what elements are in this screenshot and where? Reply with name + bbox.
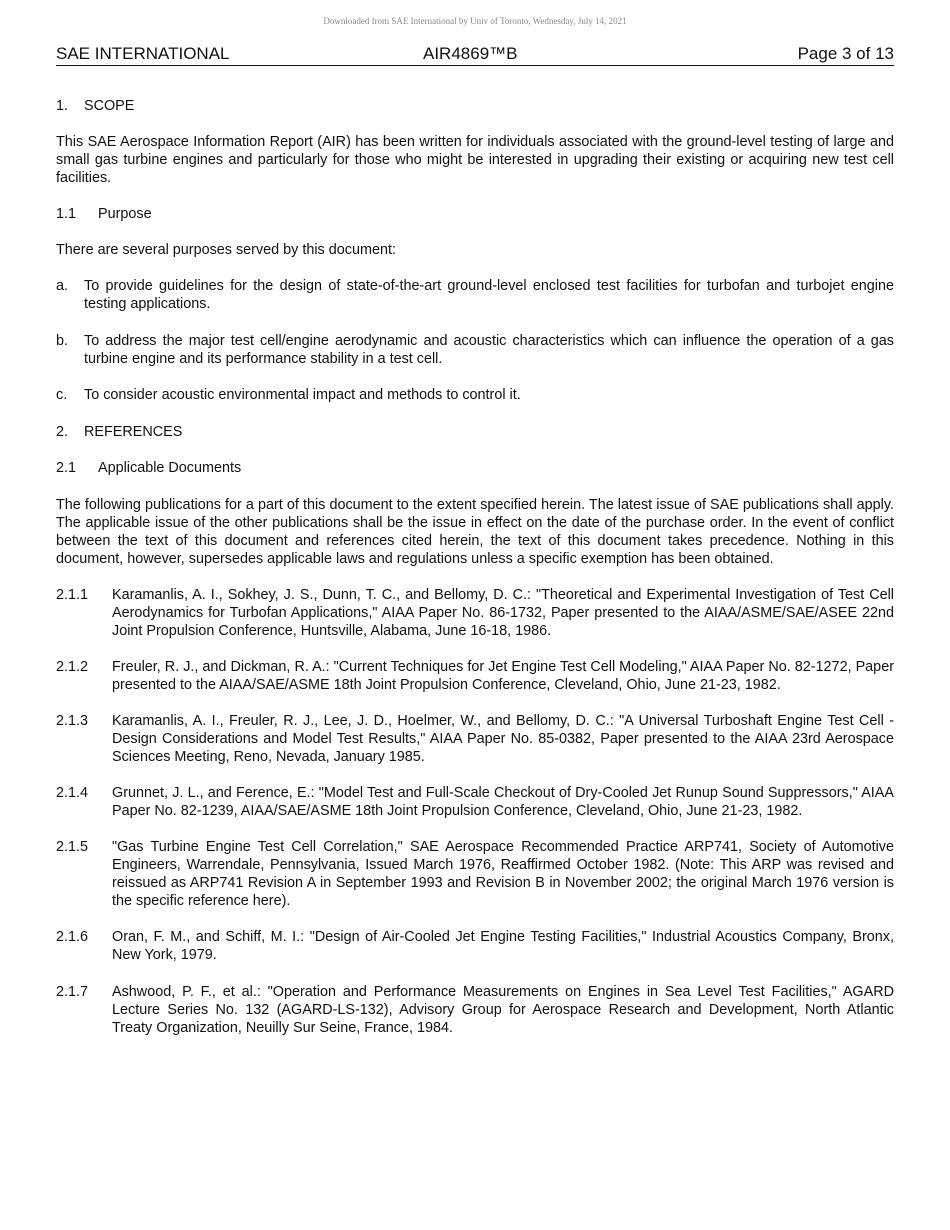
list-marker: a. — [56, 278, 69, 294]
reference-item — [56, 983, 894, 1037]
reference-number: 2.1.1 — [56, 587, 89, 603]
reference-text: Freuler, R. J., and Dickman, R. A.: "Current Techniques for Jet Engine Test Cell Modeling," AIAA Paper No. 82-1272, Paper presented to the AIAA/SAE/ASME 18th Joint Propulsion Conference, Cleveland, Ohio, June 21-23, 1982. — [112, 659, 894, 693]
list-marker: c. — [56, 387, 68, 403]
reference-number: 2.1.6 — [56, 929, 89, 945]
reference-item — [56, 658, 894, 694]
list-marker: b. — [56, 333, 69, 349]
reference-number: 2.1.3 — [56, 713, 89, 729]
reference-item — [56, 712, 894, 766]
header-page-number: Page 3 of 13 — [797, 44, 894, 63]
reference-number: 2.1.7 — [56, 984, 89, 1000]
applicable-documents-paragraph: The following publications for a part of this document to the extent specified herein. The latest issue of SAE publications shall apply. The applicable issue of the other publications shall be the issue in effect on the date of the purchase order. In the event of conflict between the text of this document and references cited herein, the text of this document takes precedence. Nothing in this document, however, supersedes applicable laws and regulations unless a specific exemption has been obtained. — [56, 497, 894, 567]
reference-number: 2.1.5 — [56, 839, 89, 855]
reference-text: Karamanlis, A. I., Freuler, R. J., Lee, J. D., Hoelmer, W., and Bellomy, D. C.: "A Universal Turboshaft Engine Test Cell - Design Considerations and Model Test Results," AIAA Paper No. 85-0382, Paper presented to the AIAA 23rd Aerospace Sciences Meeting, Reno, Nevada, January 1985. — [112, 713, 894, 765]
section-1-heading — [56, 97, 894, 115]
section-number: 2. — [56, 424, 69, 440]
reference-item — [56, 586, 894, 640]
section-number: 2.1 — [56, 460, 77, 476]
list-text: To provide guidelines for the design of state-of-the-art ground-level enclosed test facilities for turbofan and turbojet engine testing applications. — [84, 278, 894, 312]
header-organization: SAE INTERNATIONAL — [56, 44, 230, 63]
section-number: 1. — [56, 98, 69, 114]
section-2-heading — [56, 423, 894, 441]
reference-item — [56, 838, 894, 910]
page-header — [56, 44, 894, 66]
download-watermark: Downloaded from SAE International by Univ of Toronto, Wednesday, July 14, 2021 — [323, 16, 627, 26]
reference-text: Ashwood, P. F., et al.: "Operation and Performance Measurements on Engines in Sea Level Test Facilities," AGARD Lecture Series No. 132 (AGARD-LS-132), Advisory Group for Aerospace Research and Development, North Atlantic Treaty Organization, Neuilly Sur Seine, France, 1984. — [112, 984, 894, 1036]
list-item — [56, 332, 894, 368]
reference-number: 2.1.4 — [56, 785, 89, 801]
scope-paragraph: This SAE Aerospace Information Report (AIR) has been written for individuals associated with the ground-level testing of large and small gas turbine engines and particularly for those who might be interested in upgrading their existing or acquiring new test cell facilities. — [56, 134, 894, 186]
reference-text: Grunnet, J. L., and Ference, E.: "Model Test and Full-Scale Checkout of Dry-Cooled Jet Runup Sound Suppressors," AIAA Paper No. 82-1239, AIAA/SAE/ASME 18th Joint Propulsion Conference, Cleveland, Ohio, June 21-23, 1982. — [112, 785, 894, 819]
section-1-1-heading — [56, 205, 894, 223]
list-text: To consider acoustic environmental impact and methods to control it. — [84, 387, 521, 403]
purpose-intro: There are several purposes served by this document: — [56, 242, 396, 258]
section-title: Purpose — [98, 206, 152, 222]
section-2-1-heading — [56, 459, 894, 477]
list-text: To address the major test cell/engine aerodynamic and acoustic characteristics which can influence the operation of a gas turbine engine and its performance stability in a test cell. — [84, 333, 894, 367]
header-document-number: AIR4869™B — [423, 44, 518, 63]
reference-item — [56, 928, 894, 964]
list-item — [56, 277, 894, 313]
reference-text: Karamanlis, A. I., Sokhey, J. S., Dunn, T. C., and Bellomy, D. C.: "Theoretical and Experimental Investigation of Test Cell Aerodynamics for Turbofan Applications," AIAA Paper No. 86-1732, Paper presented to the AIAA/ASME/SAE/ASEE 22nd Joint Propulsion Conference, Huntsville, Alabama, June 16-18, 1986. — [112, 587, 894, 639]
section-title: SCOPE — [84, 98, 135, 114]
section-number: 1.1 — [56, 206, 77, 222]
document-body — [56, 97, 894, 1037]
section-title: REFERENCES — [84, 424, 183, 440]
section-title: Applicable Documents — [98, 460, 242, 476]
reference-item — [56, 784, 894, 820]
reference-number: 2.1.2 — [56, 659, 89, 675]
reference-text: "Gas Turbine Engine Test Cell Correlation," SAE Aerospace Recommended Practice ARP741, Society of Automotive Engineers, Warrendale, Pennsylvania, Issued March 1976, Reaffirmed October 1982. (Note: This ARP was revised and reissued as ARP741 Revision A in September 1993 and Revision B in November 2002; the original March 1976 version is the specific reference here). — [112, 839, 894, 909]
reference-text: Oran, F. M., and Schiff, M. I.: "Design of Air-Cooled Jet Engine Testing Facilities," Industrial Acoustics Company, Bronx, New York, 1979. — [112, 929, 894, 963]
list-item — [56, 386, 894, 404]
